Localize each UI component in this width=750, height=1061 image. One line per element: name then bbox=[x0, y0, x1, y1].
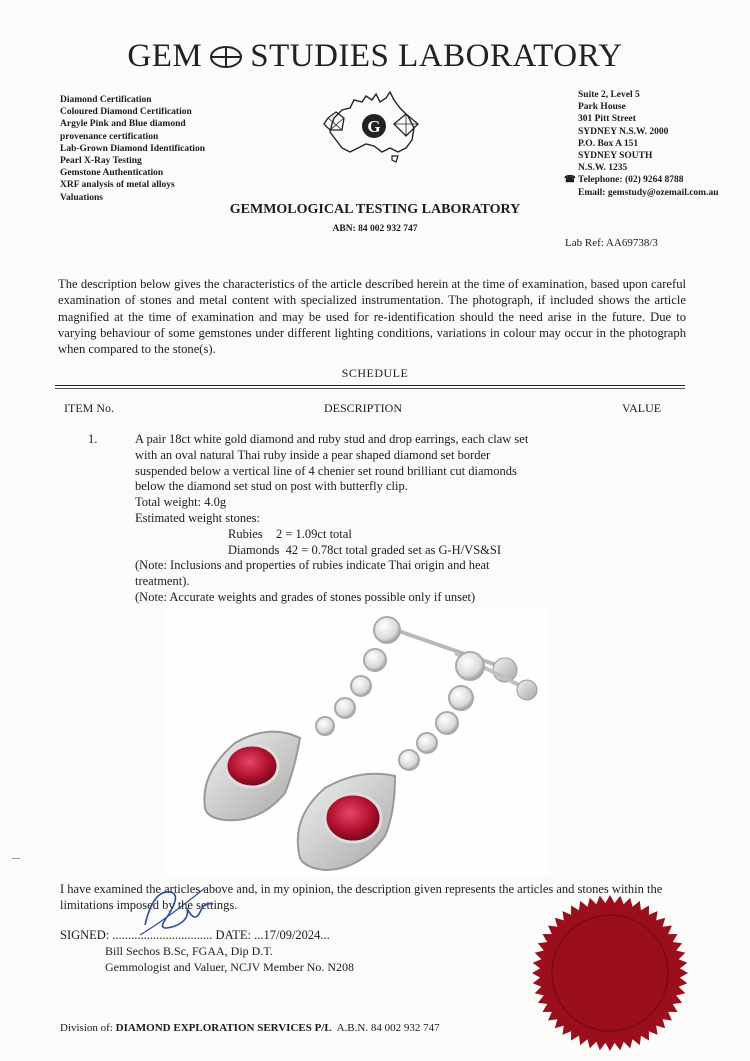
note-line: (Note: Inclusions and properties of rubies indicate Thai origin and heat bbox=[135, 558, 490, 573]
logo-letter: G bbox=[367, 117, 381, 136]
telephone-text: Telephone: (02) 9264 8788 bbox=[578, 175, 684, 186]
rubies-value: 2 = 1.09ct total bbox=[276, 526, 352, 541]
description-line: with an oval natural Thai ruby inside a pear shaped diamond set border bbox=[135, 447, 491, 462]
service-item: Argyle Pink and Blue diamond bbox=[60, 119, 186, 130]
abn-number: ABN: 84 002 932 747 bbox=[332, 224, 418, 234]
description-line: below the diamond set stud on post with butterfly clip. bbox=[135, 479, 408, 494]
address-line: 301 Pitt Street bbox=[578, 114, 636, 125]
rubies-label: Rubies bbox=[228, 526, 263, 541]
services-list bbox=[60, 94, 205, 204]
footer-abn: A.B.N. 84 002 932 747 bbox=[336, 1022, 440, 1034]
column-header-item: ITEM No. bbox=[64, 401, 114, 415]
earrings-photograph bbox=[165, 608, 550, 876]
service-item: Pearl X-Ray Testing bbox=[60, 156, 142, 167]
phone-icon: ☎ bbox=[564, 175, 579, 186]
description-line: A pair 18ct white gold diamond and ruby stud and drop earrings, each claw set bbox=[135, 432, 529, 446]
address-line: SYDNEY SOUTH bbox=[578, 151, 653, 162]
diamonds-value: 42 = 0.78ct total graded set as G-H/VS&SI bbox=[285, 542, 501, 557]
service-item: Gemstone Authentication bbox=[60, 168, 164, 179]
note-line: (Note: Accurate weights and grades of stones possible only if unset) bbox=[135, 589, 476, 604]
address-line: Park House bbox=[578, 102, 626, 113]
australia-logo-icon bbox=[314, 88, 432, 168]
item-description bbox=[135, 432, 595, 606]
rubies-line bbox=[135, 527, 595, 543]
signer-name: Bill Sechos B.Sc, FGAA, Dip D.T. bbox=[105, 944, 273, 958]
red-seal-icon bbox=[530, 893, 690, 1053]
description-line: Estimated weight stones: bbox=[135, 510, 260, 525]
service-item: Lab-Grown Diamond Identification bbox=[60, 143, 205, 154]
diamonds-label: Diamonds bbox=[228, 542, 280, 557]
description-line: suspended below a vertical line of 4 chenier set round brilliant cut diamonds bbox=[135, 463, 517, 478]
examiner-statement: I have examined the articles above and, in my opinion, the description given represents the articles and stones within the limitations imposed by the settings. bbox=[60, 882, 663, 912]
footer-prefix: Division of: bbox=[60, 1022, 113, 1034]
item-number: 1. bbox=[88, 432, 98, 446]
schedule-heading: SCHEDULE bbox=[341, 366, 409, 380]
title-left: GEM bbox=[127, 38, 203, 74]
address-line: P.O. Box A 151 bbox=[578, 138, 639, 149]
signed-date-line: SIGNED: ................................ DATE: ...17/09/2024... bbox=[60, 928, 330, 942]
footer-company: DIAMOND EXPLORATION SERVICES P/L bbox=[115, 1022, 332, 1034]
address-block bbox=[564, 89, 719, 199]
service-item: Diamond Certification bbox=[60, 95, 152, 105]
address-line: N.S.W. 1235 bbox=[578, 163, 628, 174]
email-line: Email: gemstudy@ozemail.com.au bbox=[578, 187, 719, 198]
description-line: Total weight: 4.0g bbox=[135, 495, 227, 510]
signer-role: Gemmologist and Valuer, NCJV Member No. N208 bbox=[105, 960, 355, 974]
intro-paragraph: The description below gives the characteristics of the article described herein at the time of examination, based upon careful examination of stones and metal content with specialized instrumentation. The photograph, if included shows the article magnified at the time of examination and may be used for re-identification should the need arise in the future. Due to varying behaviour of some gemstones under different lighting conditions, variations in colour may occur in the photograph when compared to the stone(s). bbox=[58, 277, 686, 357]
telephone-line bbox=[564, 174, 719, 186]
service-item: XRF analysis of metal alloys bbox=[60, 180, 175, 191]
address-line: SYDNEY N.S.W. 2000 bbox=[578, 126, 669, 137]
divider bbox=[55, 388, 685, 389]
column-header-value: VALUE bbox=[622, 401, 662, 415]
lab-name-title bbox=[0, 38, 750, 75]
service-item: Coloured Diamond Certification bbox=[60, 107, 192, 118]
footer bbox=[60, 1022, 440, 1034]
gem-emblem-icon bbox=[208, 43, 244, 71]
signer-details bbox=[105, 943, 354, 975]
title-right: STUDIES LABORATORY bbox=[250, 38, 623, 74]
note-line: treatment). bbox=[135, 574, 190, 589]
service-item: Valuations bbox=[60, 192, 103, 203]
lab-subtitle: GEMMOLOGICAL TESTING LABORATORY bbox=[229, 202, 521, 217]
margin-mark bbox=[12, 858, 20, 859]
address-line: Suite 2, Level 5 bbox=[578, 90, 640, 100]
lab-reference: Lab Ref: AA69738/3 bbox=[565, 237, 658, 249]
divider bbox=[55, 385, 685, 386]
diamonds-line bbox=[135, 543, 595, 559]
service-item: provenance certification bbox=[60, 131, 159, 142]
column-header-description: DESCRIPTION bbox=[324, 401, 403, 415]
